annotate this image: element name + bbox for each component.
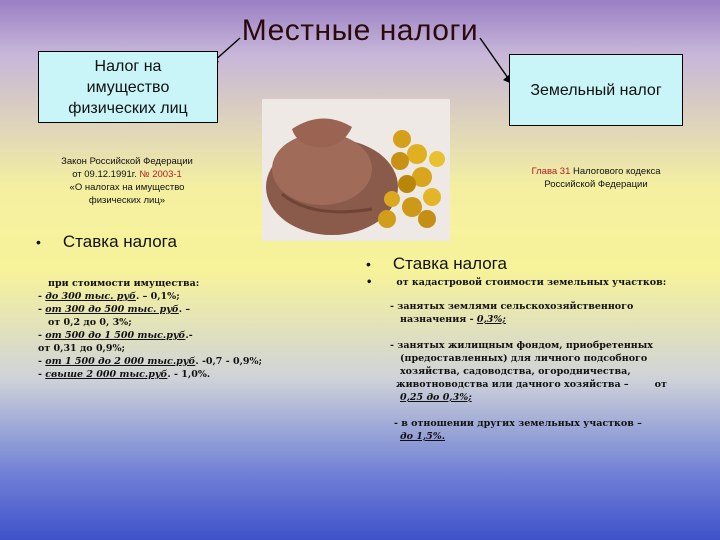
law-chapter-rest: Налогового кодекса — [570, 166, 661, 177]
law-date: от 09.12.1991г. — [72, 169, 140, 180]
list-item-cont — [366, 391, 696, 404]
item-range: от 1 500 до 2 000 тыс.руб — [45, 356, 196, 367]
property-tax-line: имуществo — [86, 78, 170, 96]
list-item: - занятых жилищным фондом, приобретенных — [390, 340, 653, 351]
item-text: назначения - — [400, 314, 477, 325]
item-range: до 300 тыс. руб — [45, 291, 136, 302]
land-rate-heading — [366, 254, 507, 274]
list-item — [38, 303, 288, 316]
item-range: от 300 до 500 тыс. руб — [45, 304, 179, 315]
rate-label: Ставка налога — [392, 254, 507, 273]
bullet: • — [36, 234, 41, 250]
land-tax-label: Земельный налог — [530, 81, 662, 99]
list-item — [366, 276, 696, 289]
property-rate-heading — [36, 232, 177, 252]
property-tax-box — [38, 51, 218, 123]
land-tax-box — [509, 54, 683, 126]
list-item-cont — [366, 430, 696, 443]
item-rate: .- — [185, 330, 193, 341]
item-rate: до 1,5%. — [400, 431, 446, 442]
page-title: Местные налоги — [241, 14, 479, 47]
item-prefix: - — [38, 291, 46, 302]
list-intro: при стоимости имущества: — [48, 278, 200, 289]
list-item — [38, 368, 288, 381]
land-rate-list — [366, 276, 696, 443]
item-rate: 0,25 до 0,3%; — [400, 392, 472, 403]
item-rate: . - 1,0%. — [167, 369, 211, 380]
list-item: - в отношении других земельных участков – — [394, 418, 642, 429]
law-chapter: Глава 31 — [531, 166, 571, 177]
list-item-cont: от 0,31 до 0,9%; — [38, 343, 126, 354]
item-range: свыше 2 000 тыс.руб — [45, 369, 168, 380]
item-prefix: - — [38, 304, 46, 315]
item-prefix: - — [38, 330, 46, 341]
item-prefix: - — [38, 369, 46, 380]
law-line: «О налогах на имущество — [69, 182, 185, 193]
list-item-cont: (предоставленных) для личного подсобного — [400, 353, 648, 364]
property-rate-list — [38, 277, 288, 381]
law-line — [510, 165, 682, 178]
list-item-cont — [366, 313, 696, 326]
land-tax-law — [510, 165, 682, 191]
bullet: • — [366, 277, 373, 288]
law-number: № 2003-1 — [139, 169, 182, 180]
item-prefix: - — [38, 356, 46, 367]
law-line: физических лиц» — [88, 195, 166, 206]
list-item-cont — [366, 378, 696, 391]
law-line — [38, 168, 216, 181]
item-rate: 0,3%; — [476, 314, 506, 325]
list-item — [38, 329, 288, 342]
property-tax-line: физических лиц — [68, 99, 188, 117]
property-tax-law — [38, 155, 216, 207]
item-text: животноводства или дачного хозяйства – — [396, 379, 629, 390]
item-text-tail: от — [654, 379, 667, 390]
list-item-cont: хозяйства, садоводства, огородничества, — [400, 366, 631, 377]
item-range: от 500 до 1 500 тыс.руб — [45, 330, 186, 341]
list-item-cont: от 0,2 до 0, 3%; — [48, 317, 132, 328]
law-line: Закон Российской Федерации — [61, 156, 193, 167]
list-item — [38, 355, 288, 368]
item-rate: . – — [178, 304, 191, 315]
list-item — [38, 290, 288, 303]
rate-label: Ставка налога — [62, 232, 177, 251]
law-line: Российской Федерации — [544, 179, 648, 190]
bullet: • — [366, 256, 371, 272]
item-rate: . -0,7 - 0,9%; — [195, 356, 263, 367]
money-bag-image — [262, 99, 450, 241]
list-item: - занятых землями сельскохозяйственного — [390, 301, 634, 312]
item-rate: . – 0,1%; — [135, 291, 180, 302]
property-tax-line: Налог на — [94, 57, 162, 75]
list-head: от кадастровой стоимости земельных участков: — [396, 277, 667, 288]
